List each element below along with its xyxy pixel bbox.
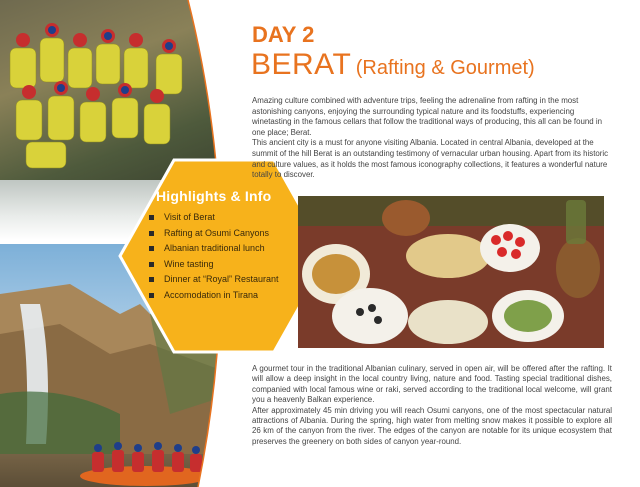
square-bullet-icon bbox=[149, 231, 154, 236]
highlight-item: Dinner at “Royal” Restaurant bbox=[148, 272, 279, 288]
highlight-item: Visit of Berat bbox=[148, 210, 279, 226]
body-paragraph-1: A gourmet tour in the traditional Albanian culinary, served in open air, will be offered after the rafting. It will allow a deep insight in the local country living, nature and food. Tasting special traditional dishes, companied with local famous wine or raki, served according to the traditional local welcome, will grant you a heavenly Balkan experience. bbox=[252, 364, 612, 405]
highlight-item: Wine tasting bbox=[148, 257, 279, 273]
square-bullet-icon bbox=[149, 293, 154, 298]
intro-text bbox=[252, 96, 614, 181]
square-bullet-icon bbox=[149, 277, 154, 282]
highlight-item: Rafting at Osumi Canyons bbox=[148, 226, 279, 242]
square-bullet-icon bbox=[149, 246, 154, 251]
highlights-list bbox=[148, 210, 279, 303]
square-bullet-icon bbox=[149, 215, 154, 220]
highlight-item: Accomodation in Tirana bbox=[148, 288, 279, 304]
highlights-title: Highlights & Info bbox=[156, 188, 272, 204]
intro-paragraph-2: This ancient city is a must for anyone visiting Albania. Located in central Albania, developed at the summit of the hill Berat is an outstanding testimony of vernacular urban housing. Apart from its historic and culture values, as it holds the most famous iconography collections, it features a wonderful nature totally to discover. bbox=[252, 138, 609, 180]
body-text bbox=[252, 364, 612, 447]
body-paragraph-2: After approximately 45 min driving you will reach Osumi canyons, one of the most spectacular natural attractions of Albania. During the spring, high water from melting snow makes it possible to explore all 26 km of the canyon from the river. The edges of the canyon are notable for its unique ecosystem that preserves the greenery on both sides of canyon year-round. bbox=[252, 405, 612, 446]
intro-paragraph-1: Amazing culture combined with adventure trips, feeling the adrenaline from rafting in the most astonishing canyons, enjoying the surrounding typical nature and its foodstuffs, experiencing winetasting in the famous cellars that follow the traditional ways of producing, this all can be found in one place; Berat. bbox=[252, 96, 603, 137]
food-photo bbox=[298, 196, 604, 348]
food-table-illustration bbox=[298, 196, 604, 348]
highlight-item: Albanian traditional lunch bbox=[148, 241, 279, 257]
page-title bbox=[251, 48, 535, 82]
title-main: BERAT bbox=[251, 48, 352, 81]
title-subtitle: (Rafting & Gourmet) bbox=[355, 57, 535, 79]
square-bullet-icon bbox=[149, 262, 154, 267]
day-label: DAY 2 bbox=[252, 22, 315, 47]
